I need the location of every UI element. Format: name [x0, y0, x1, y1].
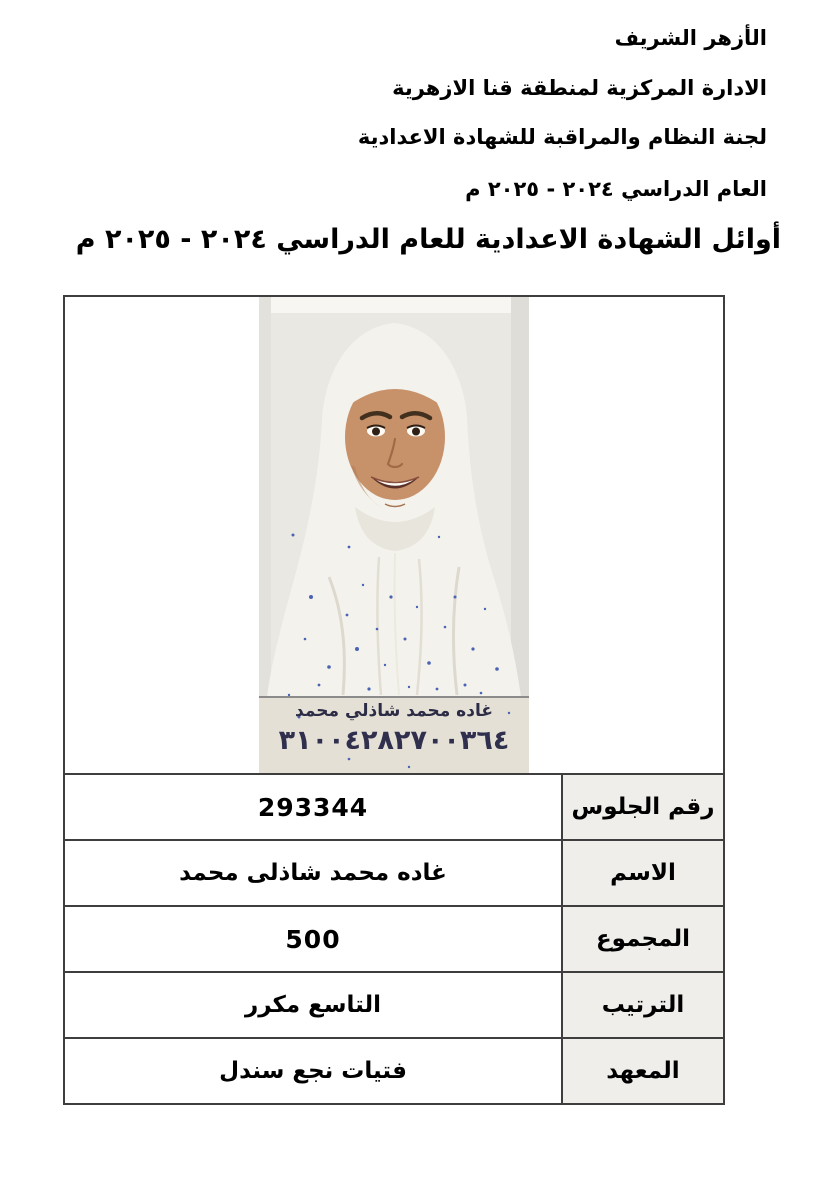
- rank-label: الترتيب: [561, 973, 723, 1037]
- table-row-seat-number: [65, 773, 723, 839]
- rank-value: التاسع مكرر: [244, 992, 382, 1018]
- total-label: المجموع: [561, 907, 723, 971]
- result-card: [63, 295, 725, 1105]
- student-photo: [259, 297, 529, 773]
- header-line-academic-year: العام الدراسي ٢٠٢٤ - ٢٠٢٥ م: [465, 177, 767, 201]
- seat-number-value: 293344: [257, 792, 369, 822]
- header-line-committee: لجنة النظام والمراقبة للشهادة الاعدادية: [357, 125, 767, 149]
- table-row-name: [65, 839, 723, 905]
- page-title: أوائل الشهادة الاعدادية للعام الدراسي ٢٠٢٤ - ٢٠٢٥ م: [75, 224, 781, 255]
- institute-value: فتيات نجع سندل: [219, 1058, 407, 1084]
- photo-caption-name: غاده محمد شاذلي محمد: [295, 701, 493, 721]
- photo-cell: [65, 297, 723, 773]
- seat-number-label: رقم الجلوس: [561, 775, 723, 839]
- total-value: 500: [285, 924, 341, 954]
- institute-label: المعهد: [561, 1039, 723, 1103]
- header-line-administration: الادارة المركزية لمنطقة قنا الازهرية: [392, 76, 767, 100]
- name-label: الاسم: [561, 841, 723, 905]
- table-row-rank: [65, 971, 723, 1037]
- name-value: غاده محمد شاذلى محمد: [179, 860, 447, 886]
- header-line-organization: الأزهر الشريف: [614, 26, 767, 50]
- table-row-total: [65, 905, 723, 971]
- table-row-institute: [65, 1037, 723, 1103]
- photo-caption-national-id: ٣١٠٠٤٢٨٢٧٠٠٣٦٤: [278, 725, 510, 756]
